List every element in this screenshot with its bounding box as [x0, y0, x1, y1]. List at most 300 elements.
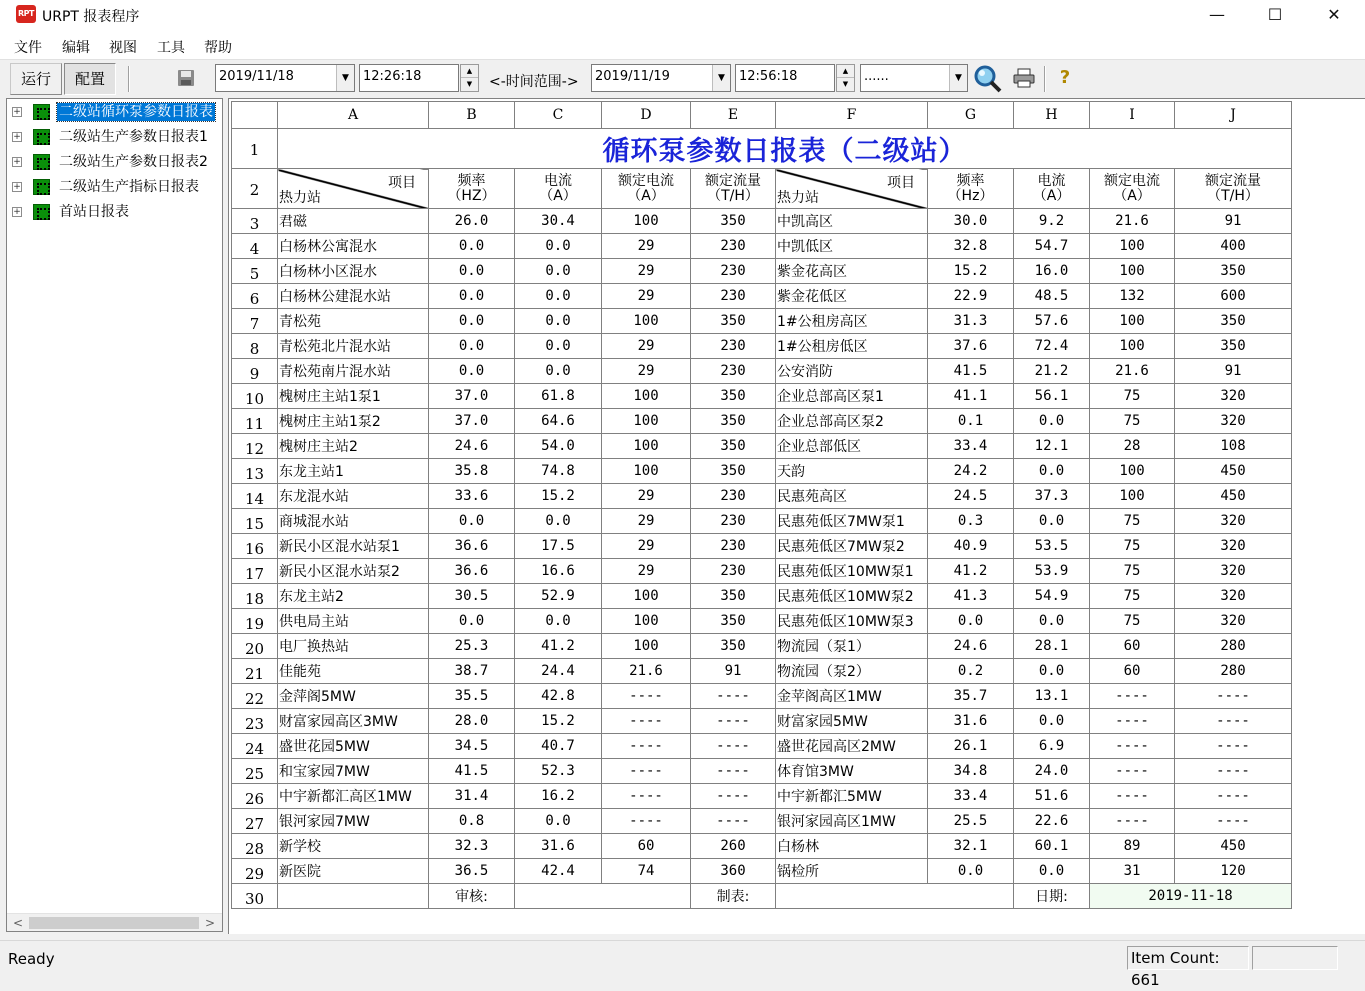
table-cell[interactable]: 32.3	[429, 834, 515, 859]
row-number[interactable]: 30	[232, 884, 278, 909]
table-cell[interactable]: 89	[1090, 834, 1175, 859]
table-cell[interactable]: 0.0	[515, 609, 602, 634]
row-number[interactable]: 13	[232, 459, 278, 484]
table-cell[interactable]: 公安消防	[776, 359, 928, 384]
table-cell[interactable]: 0.8	[429, 809, 515, 834]
table-cell[interactable]: 东龙混水站	[278, 484, 429, 509]
table-cell[interactable]: 100	[602, 459, 691, 484]
table-cell[interactable]: 13.1	[1014, 684, 1090, 709]
table-cell[interactable]: 28	[1090, 434, 1175, 459]
help-question-icon[interactable]: ?	[1059, 67, 1071, 88]
prepared-value-cell[interactable]	[776, 884, 1014, 909]
minimize-button[interactable]: —	[1209, 5, 1225, 24]
table-cell[interactable]: 16.0	[1014, 259, 1090, 284]
table-cell[interactable]: 21.6	[1090, 359, 1175, 384]
end-time-spinner[interactable]	[836, 64, 855, 92]
table-cell[interactable]: 银河家园高区1MW	[776, 809, 928, 834]
table-cell[interactable]: 56.1	[1014, 384, 1090, 409]
table-cell[interactable]: 320	[1175, 584, 1292, 609]
header-frequency[interactable]	[928, 169, 1014, 209]
table-cell[interactable]: 41.1	[928, 384, 1014, 409]
start-time-spinner[interactable]	[460, 64, 479, 92]
table-cell[interactable]: 320	[1175, 384, 1292, 409]
config-button[interactable]: 配置	[64, 63, 116, 95]
tree-item[interactable]	[7, 201, 223, 223]
table-cell[interactable]: 75	[1090, 384, 1175, 409]
table-cell[interactable]: 15.2	[928, 259, 1014, 284]
run-button[interactable]: 运行	[10, 63, 62, 95]
table-cell[interactable]: 0.1	[928, 409, 1014, 434]
table-cell[interactable]: 物流园（泵1）	[776, 634, 928, 659]
table-cell[interactable]: 600	[1175, 284, 1292, 309]
table-cell[interactable]: 民惠苑低区7MW泵1	[776, 509, 928, 534]
scroll-right-icon[interactable]: >	[204, 916, 216, 930]
table-cell[interactable]: 26.1	[928, 734, 1014, 759]
table-cell[interactable]: 31.6	[515, 834, 602, 859]
table-cell[interactable]: 0.2	[928, 659, 1014, 684]
table-cell[interactable]: 0.0	[429, 234, 515, 259]
row-number[interactable]: 22	[232, 684, 278, 709]
table-cell[interactable]: 350	[691, 384, 776, 409]
table-cell[interactable]: 12.1	[1014, 434, 1090, 459]
table-cell[interactable]: 槐树庄主站1泵2	[278, 409, 429, 434]
table-cell[interactable]: 21.6	[1090, 209, 1175, 234]
header-rated-flow[interactable]	[691, 169, 776, 209]
table-cell[interactable]: 30.5	[429, 584, 515, 609]
table-cell[interactable]: 中宇新都汇高区1MW	[278, 784, 429, 809]
table-cell[interactable]: 0.0	[928, 609, 1014, 634]
table-cell[interactable]: ----	[602, 709, 691, 734]
row-number[interactable]: 7	[232, 309, 278, 334]
table-cell[interactable]: 0.0	[429, 509, 515, 534]
table-cell[interactable]: 0.0	[1014, 609, 1090, 634]
chevron-down-icon[interactable]: ▼	[949, 65, 967, 91]
col-header[interactable]: G	[928, 102, 1014, 129]
row-number[interactable]: 8	[232, 334, 278, 359]
table-cell[interactable]: 企业总部低区	[776, 434, 928, 459]
table-cell[interactable]: 21.6	[602, 659, 691, 684]
col-header[interactable]: E	[691, 102, 776, 129]
maximize-button[interactable]: ☐	[1267, 5, 1283, 24]
table-cell[interactable]: 0.0	[1014, 409, 1090, 434]
table-cell[interactable]: 锅检所	[776, 859, 928, 884]
table-cell[interactable]: 30.4	[515, 209, 602, 234]
table-cell[interactable]: 230	[691, 284, 776, 309]
table-cell[interactable]: 28.0	[429, 709, 515, 734]
row-number[interactable]: 19	[232, 609, 278, 634]
row-number[interactable]: 2	[232, 169, 278, 209]
col-header[interactable]: B	[429, 102, 515, 129]
table-cell[interactable]: 紫金花高区	[776, 259, 928, 284]
table-cell[interactable]: 民惠苑低区7MW泵2	[776, 534, 928, 559]
table-cell[interactable]: 74	[602, 859, 691, 884]
row-number[interactable]: 18	[232, 584, 278, 609]
table-cell[interactable]: 41.2	[515, 634, 602, 659]
table-cell[interactable]: 东龙主站1	[278, 459, 429, 484]
date-label[interactable]: 日期:	[1014, 884, 1090, 909]
table-cell[interactable]: 民惠苑低区10MW泵3	[776, 609, 928, 634]
table-cell[interactable]: 16.6	[515, 559, 602, 584]
table-cell[interactable]: 51.6	[1014, 784, 1090, 809]
header-rated-flow[interactable]	[1175, 169, 1292, 209]
table-cell[interactable]: 29	[602, 359, 691, 384]
menu-file[interactable]: 文件	[14, 40, 42, 56]
table-cell[interactable]: ----	[1090, 734, 1175, 759]
table-cell[interactable]: 29	[602, 559, 691, 584]
table-cell[interactable]: 财富家园高区3MW	[278, 709, 429, 734]
header-frequency[interactable]	[429, 169, 515, 209]
row-number[interactable]: 4	[232, 234, 278, 259]
row-number[interactable]: 25	[232, 759, 278, 784]
table-cell[interactable]: 100	[602, 384, 691, 409]
table-cell[interactable]: 52.3	[515, 759, 602, 784]
table-cell[interactable]: 0.0	[1014, 859, 1090, 884]
table-cell[interactable]: 350	[691, 634, 776, 659]
table-cell[interactable]: 36.6	[429, 534, 515, 559]
table-cell[interactable]: 75	[1090, 509, 1175, 534]
table-cell[interactable]: 100	[1090, 309, 1175, 334]
table-cell[interactable]: 金苹阁高区1MW	[776, 684, 928, 709]
table-cell[interactable]: 54.0	[515, 434, 602, 459]
table-cell[interactable]: 280	[1175, 634, 1292, 659]
table-cell[interactable]: 29	[602, 259, 691, 284]
table-cell[interactable]: 40.9	[928, 534, 1014, 559]
table-cell[interactable]: 48.5	[1014, 284, 1090, 309]
table-cell[interactable]: 60	[602, 834, 691, 859]
table-cell[interactable]: 450	[1175, 459, 1292, 484]
table-cell[interactable]: 0.0	[515, 359, 602, 384]
table-cell[interactable]: ----	[1175, 709, 1292, 734]
table-cell[interactable]: 1#公租房高区	[776, 309, 928, 334]
table-cell[interactable]: 42.4	[515, 859, 602, 884]
table-cell[interactable]: 100	[1090, 259, 1175, 284]
table-cell[interactable]: 37.3	[1014, 484, 1090, 509]
table-cell[interactable]: 白杨林小区混水	[278, 259, 429, 284]
print-button[interactable]	[1010, 63, 1038, 95]
table-cell[interactable]: ----	[1175, 734, 1292, 759]
table-cell[interactable]: ----	[691, 684, 776, 709]
table-cell[interactable]: 230	[691, 509, 776, 534]
table-cell[interactable]: 0.0	[928, 859, 1014, 884]
table-cell[interactable]: 25.3	[429, 634, 515, 659]
table-cell[interactable]: ----	[602, 809, 691, 834]
table-cell[interactable]: 53.5	[1014, 534, 1090, 559]
table-cell[interactable]: 100	[602, 434, 691, 459]
table-cell[interactable]: ----	[691, 809, 776, 834]
table-cell[interactable]: 53.9	[1014, 559, 1090, 584]
diagonal-header-cell[interactable]	[278, 169, 429, 209]
tree-horizontal-scrollbar[interactable]	[7, 913, 222, 931]
scroll-thumb[interactable]	[29, 917, 199, 929]
table-cell[interactable]: ----	[1090, 809, 1175, 834]
row-number[interactable]: 29	[232, 859, 278, 884]
header-rated-current[interactable]	[1090, 169, 1175, 209]
table-cell[interactable]: 0.0	[429, 284, 515, 309]
table-cell[interactable]: 75	[1090, 409, 1175, 434]
corner-cell[interactable]	[232, 102, 278, 129]
table-cell[interactable]: 41.2	[928, 559, 1014, 584]
table-cell[interactable]: 320	[1175, 534, 1292, 559]
table-cell[interactable]: 52.9	[515, 584, 602, 609]
table-cell[interactable]: 36.5	[429, 859, 515, 884]
expand-icon[interactable]: +	[13, 132, 21, 142]
menu-help[interactable]: 帮助	[204, 40, 232, 56]
table-cell[interactable]: ----	[1090, 709, 1175, 734]
chevron-down-icon[interactable]: ▼	[712, 65, 730, 91]
table-cell[interactable]: 28.1	[1014, 634, 1090, 659]
tree-item[interactable]	[7, 126, 223, 148]
table-cell[interactable]: 16.2	[515, 784, 602, 809]
table-cell[interactable]: 100	[1090, 484, 1175, 509]
expand-icon[interactable]: +	[13, 182, 21, 192]
table-cell[interactable]: 42.8	[515, 684, 602, 709]
table-cell[interactable]: 槐树庄主站2	[278, 434, 429, 459]
table-cell[interactable]: 商城混水站	[278, 509, 429, 534]
table-cell[interactable]: 61.8	[515, 384, 602, 409]
table-cell[interactable]: 350	[691, 584, 776, 609]
col-header[interactable]: F	[776, 102, 928, 129]
table-cell[interactable]: 33.6	[429, 484, 515, 509]
start-date-picker[interactable]	[215, 64, 355, 92]
table-cell[interactable]: 财富家园5MW	[776, 709, 928, 734]
row-number[interactable]: 14	[232, 484, 278, 509]
table-cell[interactable]: 100	[602, 609, 691, 634]
table-cell[interactable]: 24.0	[1014, 759, 1090, 784]
table-cell[interactable]: 0.0	[515, 334, 602, 359]
table-cell[interactable]: 33.4	[928, 434, 1014, 459]
table-cell[interactable]: 320	[1175, 559, 1292, 584]
table-cell[interactable]: ----	[691, 734, 776, 759]
table-cell[interactable]: 紫金花低区	[776, 284, 928, 309]
row-number[interactable]: 16	[232, 534, 278, 559]
table-cell[interactable]: 100	[602, 634, 691, 659]
spin-down-icon[interactable]: ▼	[466, 80, 473, 88]
table-cell[interactable]: 17.5	[515, 534, 602, 559]
table-cell[interactable]: 450	[1175, 484, 1292, 509]
col-header[interactable]: D	[602, 102, 691, 129]
table-cell[interactable]: 电厂换热站	[278, 634, 429, 659]
table-cell[interactable]: 30.0	[928, 209, 1014, 234]
table-cell[interactable]: 75	[1090, 559, 1175, 584]
table-cell[interactable]: 新民小区混水站泵2	[278, 559, 429, 584]
close-button[interactable]: ✕	[1327, 5, 1341, 24]
table-cell[interactable]: 91	[1175, 209, 1292, 234]
row-number[interactable]: 10	[232, 384, 278, 409]
table-cell[interactable]: 0.0	[429, 334, 515, 359]
table-cell[interactable]: 230	[691, 534, 776, 559]
table-cell[interactable]: 34.5	[429, 734, 515, 759]
table-cell[interactable]: 33.4	[928, 784, 1014, 809]
table-cell[interactable]: 民惠苑低区10MW泵1	[776, 559, 928, 584]
table-cell[interactable]: 民惠苑高区	[776, 484, 928, 509]
table-cell[interactable]: 60	[1090, 634, 1175, 659]
table-cell[interactable]: 物流园（泵2）	[776, 659, 928, 684]
table-cell[interactable]: 0.0	[429, 309, 515, 334]
table-cell[interactable]: 企业总部高区泵1	[776, 384, 928, 409]
table-cell[interactable]: 230	[691, 259, 776, 284]
expand-icon[interactable]: +	[13, 207, 21, 217]
table-cell[interactable]: 24.4	[515, 659, 602, 684]
table-cell[interactable]: 29	[602, 509, 691, 534]
table-cell[interactable]: 260	[691, 834, 776, 859]
table-cell[interactable]: 41.5	[928, 359, 1014, 384]
table-cell[interactable]: 31.6	[928, 709, 1014, 734]
table-cell[interactable]: 白杨林	[776, 834, 928, 859]
table-cell[interactable]: 0.0	[515, 809, 602, 834]
table-cell[interactable]: 64.6	[515, 409, 602, 434]
table-cell[interactable]: ----	[602, 684, 691, 709]
spin-up-icon[interactable]: ▲	[461, 65, 478, 78]
table-cell[interactable]: 0.0	[429, 259, 515, 284]
table-cell[interactable]: 450	[1175, 834, 1292, 859]
table-cell[interactable]: ----	[1090, 684, 1175, 709]
table-cell[interactable]: 36.6	[429, 559, 515, 584]
row-number[interactable]: 1	[232, 129, 278, 169]
table-cell[interactable]: 100	[602, 209, 691, 234]
expand-icon[interactable]: +	[13, 107, 21, 117]
table-cell[interactable]: 25.5	[928, 809, 1014, 834]
prepared-label[interactable]: 制表:	[691, 884, 776, 909]
table-cell[interactable]: 120	[1175, 859, 1292, 884]
table-cell[interactable]: 60	[1090, 659, 1175, 684]
scroll-left-icon[interactable]: <	[12, 916, 24, 930]
row-number[interactable]: 21	[232, 659, 278, 684]
table-cell[interactable]: 6.9	[1014, 734, 1090, 759]
table-cell[interactable]: 100	[602, 409, 691, 434]
table-cell[interactable]: 0.0	[1014, 659, 1090, 684]
tree-item[interactable]	[7, 151, 223, 173]
table-cell[interactable]: ----	[691, 709, 776, 734]
table-cell[interactable]: 350	[1175, 334, 1292, 359]
table-cell[interactable]: 24.6	[429, 434, 515, 459]
table-cell[interactable]: 75	[1090, 609, 1175, 634]
table-cell[interactable]: 350	[691, 409, 776, 434]
cell[interactable]	[278, 884, 429, 909]
col-header[interactable]: C	[515, 102, 602, 129]
interval-select[interactable]	[860, 64, 968, 92]
row-number[interactable]: 11	[232, 409, 278, 434]
table-cell[interactable]: ----	[1175, 759, 1292, 784]
table-cell[interactable]: 0.0	[515, 234, 602, 259]
table-cell[interactable]: 350	[691, 459, 776, 484]
table-cell[interactable]: 35.8	[429, 459, 515, 484]
table-cell[interactable]: 君磁	[278, 209, 429, 234]
review-label[interactable]: 审核:	[429, 884, 515, 909]
table-cell[interactable]: 41.5	[429, 759, 515, 784]
table-cell[interactable]: 75	[1090, 534, 1175, 559]
table-cell[interactable]: 青松苑北片混水站	[278, 334, 429, 359]
table-cell[interactable]: 37.0	[429, 409, 515, 434]
header-rated-current[interactable]	[602, 169, 691, 209]
save-button[interactable]	[172, 63, 200, 95]
table-cell[interactable]: 35.5	[429, 684, 515, 709]
table-cell[interactable]: 34.8	[928, 759, 1014, 784]
report-title[interactable]: 循环泵参数日报表（二级站）	[278, 129, 1292, 169]
table-cell[interactable]: 青松苑南片混水站	[278, 359, 429, 384]
row-number[interactable]: 3	[232, 209, 278, 234]
table-cell[interactable]: 91	[691, 659, 776, 684]
table-cell[interactable]: 24.5	[928, 484, 1014, 509]
table-cell[interactable]: 盛世花园5MW	[278, 734, 429, 759]
table-cell[interactable]: 35.7	[928, 684, 1014, 709]
table-cell[interactable]: 40.7	[515, 734, 602, 759]
row-number[interactable]: 23	[232, 709, 278, 734]
table-cell[interactable]: 320	[1175, 609, 1292, 634]
row-number[interactable]: 5	[232, 259, 278, 284]
table-cell[interactable]: 中宇新都汇5MW	[776, 784, 928, 809]
table-cell[interactable]: 金萍阁5MW	[278, 684, 429, 709]
table-cell[interactable]: 91	[1175, 359, 1292, 384]
table-cell[interactable]: 15.2	[515, 484, 602, 509]
table-cell[interactable]: 100	[1090, 234, 1175, 259]
table-cell[interactable]: 0.0	[1014, 459, 1090, 484]
table-cell[interactable]: ----	[602, 759, 691, 784]
table-cell[interactable]: 中凯高区	[776, 209, 928, 234]
table-cell[interactable]: 320	[1175, 409, 1292, 434]
table-cell[interactable]: 350	[691, 434, 776, 459]
table-cell[interactable]: 0.0	[1014, 509, 1090, 534]
table-cell[interactable]: 320	[1175, 509, 1292, 534]
table-cell[interactable]: 32.1	[928, 834, 1014, 859]
row-number[interactable]: 26	[232, 784, 278, 809]
spin-down-icon[interactable]: ▼	[842, 80, 849, 88]
table-cell[interactable]: 供电局主站	[278, 609, 429, 634]
menu-tools[interactable]: 工具	[157, 40, 185, 56]
table-cell[interactable]: 41.3	[928, 584, 1014, 609]
spin-up-icon[interactable]: ▲	[837, 65, 854, 78]
tree-item[interactable]	[7, 176, 223, 198]
chevron-down-icon[interactable]: ▼	[336, 65, 354, 91]
table-cell[interactable]: 31.4	[429, 784, 515, 809]
table-cell[interactable]: 0.0	[515, 284, 602, 309]
table-cell[interactable]: ----	[1175, 784, 1292, 809]
table-cell[interactable]: 32.8	[928, 234, 1014, 259]
header-current[interactable]	[1014, 169, 1090, 209]
table-cell[interactable]: 22.9	[928, 284, 1014, 309]
table-cell[interactable]: 新民小区混水站泵1	[278, 534, 429, 559]
col-header[interactable]: I	[1090, 102, 1175, 129]
table-cell[interactable]: 新学校	[278, 834, 429, 859]
table-cell[interactable]: 37.6	[928, 334, 1014, 359]
table-cell[interactable]: 29	[602, 284, 691, 309]
table-cell[interactable]: 132	[1090, 284, 1175, 309]
table-cell[interactable]: 白杨林公建混水站	[278, 284, 429, 309]
review-value-cell[interactable]	[515, 884, 691, 909]
table-cell[interactable]: 24.2	[928, 459, 1014, 484]
table-cell[interactable]: 108	[1175, 434, 1292, 459]
table-cell[interactable]: 360	[691, 859, 776, 884]
search-button[interactable]	[972, 63, 1004, 95]
table-cell[interactable]: 29	[602, 234, 691, 259]
row-number[interactable]: 9	[232, 359, 278, 384]
start-time-field[interactable]	[359, 64, 459, 92]
table-cell[interactable]: 15.2	[515, 709, 602, 734]
table-cell[interactable]: 企业总部高区泵2	[776, 409, 928, 434]
table-cell[interactable]: ----	[1175, 809, 1292, 834]
table-cell[interactable]: 29	[602, 534, 691, 559]
table-cell[interactable]: 和宝家园7MW	[278, 759, 429, 784]
diagonal-header-cell[interactable]	[776, 169, 928, 209]
table-cell[interactable]: ----	[602, 734, 691, 759]
table-cell[interactable]: 佳能苑	[278, 659, 429, 684]
table-cell[interactable]: ----	[1090, 784, 1175, 809]
table-cell[interactable]: 230	[691, 334, 776, 359]
table-cell[interactable]: 1#公租房低区	[776, 334, 928, 359]
table-cell[interactable]: 29	[602, 484, 691, 509]
col-header[interactable]: H	[1014, 102, 1090, 129]
table-cell[interactable]: 0.0	[1014, 709, 1090, 734]
end-time-field[interactable]	[735, 64, 835, 92]
